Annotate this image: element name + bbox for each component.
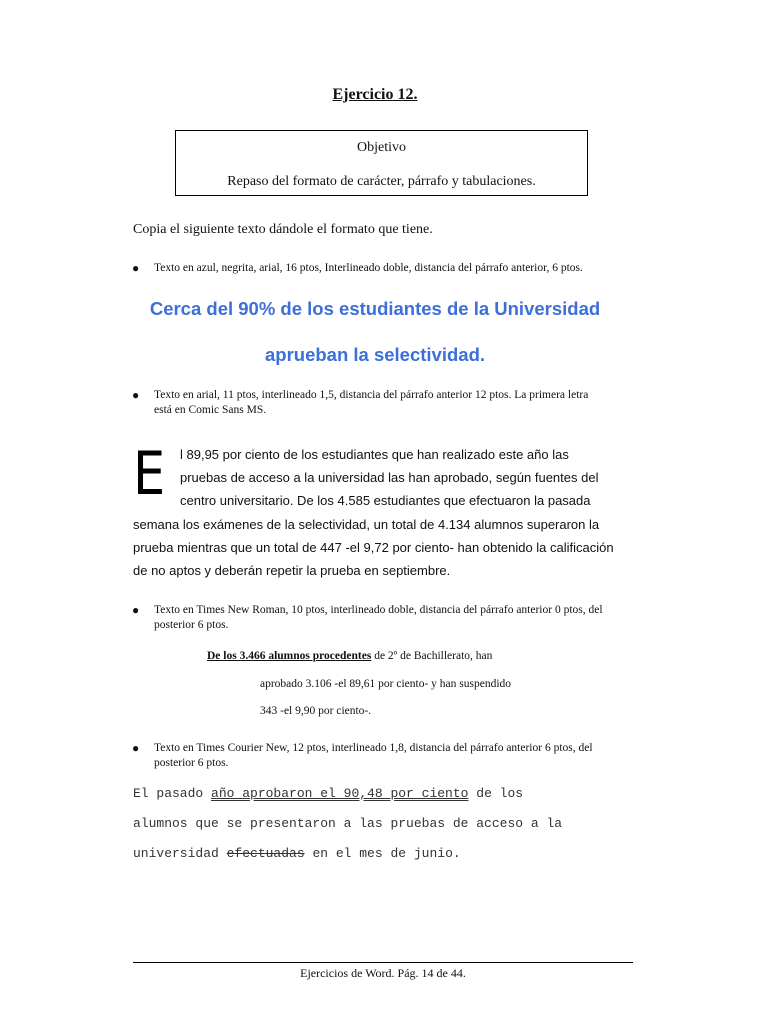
strikethrough-word: efectuadas [226, 846, 305, 861]
bullet-item-1 [132, 261, 622, 276]
paragraph-text: El pasado [133, 786, 212, 801]
bullet-line: posterior 6 ptos. [154, 619, 229, 631]
bullet-line: está en Comic Sans MS. [154, 404, 267, 416]
bullet-item-2 [132, 388, 622, 418]
paragraph-line: l 89,95 por ciento de los estudiantes que han realizado este año las [180, 447, 569, 462]
page-footer: Ejercicios de Word. Pág. 14 de 44. [300, 966, 466, 980]
paragraph-times-line-2: aprobado 3.106 -el 89,61 por ciento- y han suspendido [260, 678, 512, 690]
paragraph-courier-line-2: alumnos que se presentaron a las pruebas de acceso a la [133, 816, 563, 831]
paragraph-text: universidad [133, 846, 227, 861]
paragraph-dropcap [133, 439, 618, 582]
paragraph-text: de 2º de Bachillerato, han [371, 650, 493, 662]
dropcap-letter: E [133, 439, 166, 509]
bullet-line: Texto en arial, 11 ptos, interlineado 1,5, distancia del párrafo anterior 12 ptos. La primera letra [154, 389, 589, 401]
blue-heading-line-1: Cerca del 90% de los estudiantes de la Universidad [149, 298, 601, 319]
paragraph-courier-line-1 [133, 786, 618, 801]
paragraph-courier-line-3 [133, 846, 618, 861]
bullet-icon: ● [132, 261, 140, 275]
paragraph-text: de los [468, 786, 524, 801]
paragraph-text: en el mes de junio. [304, 846, 461, 861]
underlined-phrase: De los 3.466 alumnos procedentes [207, 650, 372, 662]
objective-box [175, 130, 588, 196]
bullet-line: Texto en azul, negrita, arial, 16 ptos, Interlineado doble, distancia del párrafo anterior, 6 ptos. [154, 262, 583, 274]
bullet-item-3 [132, 603, 622, 633]
paragraph-line: de no aptos y deberán repetir la prueba en septiembre. [133, 563, 451, 579]
bullet-icon: ● [132, 741, 140, 755]
objective-heading: Objetivo [357, 140, 406, 155]
paragraph-times-line-1 [207, 650, 492, 662]
paragraph-line: semana los exámenes de la selectividad, un total de 4.134 alumnos superaron la [133, 516, 600, 532]
bullet-line: Texto en Times New Roman, 10 ptos, interlineado doble, distancia del párrafo anterior 0 ptos, del [154, 604, 603, 616]
paragraph-times-line-3: 343 -el 9,90 por ciento-. [260, 705, 372, 717]
bullet-icon: ● [132, 388, 140, 402]
double-underlined-phrase: año aprobaron el 90,48 por ciento [211, 786, 469, 801]
intro-text: Copia el siguiente texto dándole el formato que tiene. [133, 222, 433, 237]
bullet-item-4 [132, 741, 622, 771]
paragraph-line: prueba mientras que un total de 447 -el 9,72 por ciento- han obtenido la calificación [133, 539, 614, 555]
blue-heading-line-2: aprueban la selectividad. [264, 344, 486, 365]
footer-divider [133, 962, 633, 963]
bullet-line: Texto en Times Courier New, 12 ptos, interlineado 1,8, distancia del párrafo anterior 6 ptos, del [154, 742, 593, 754]
bullet-icon: ● [132, 603, 140, 617]
paragraph-line: centro universitario. De los 4.585 estudiantes que efectuaron la pasada [180, 493, 591, 509]
exercise-title: Ejercicio 12. [332, 86, 418, 103]
bullet-line: posterior 6 ptos. [154, 757, 229, 769]
objective-text: Repaso del formato de carácter, párrafo y tabulaciones. [227, 174, 536, 189]
paragraph-line: pruebas de acceso a la universidad las han aprobado, según fuentes del [180, 470, 599, 486]
